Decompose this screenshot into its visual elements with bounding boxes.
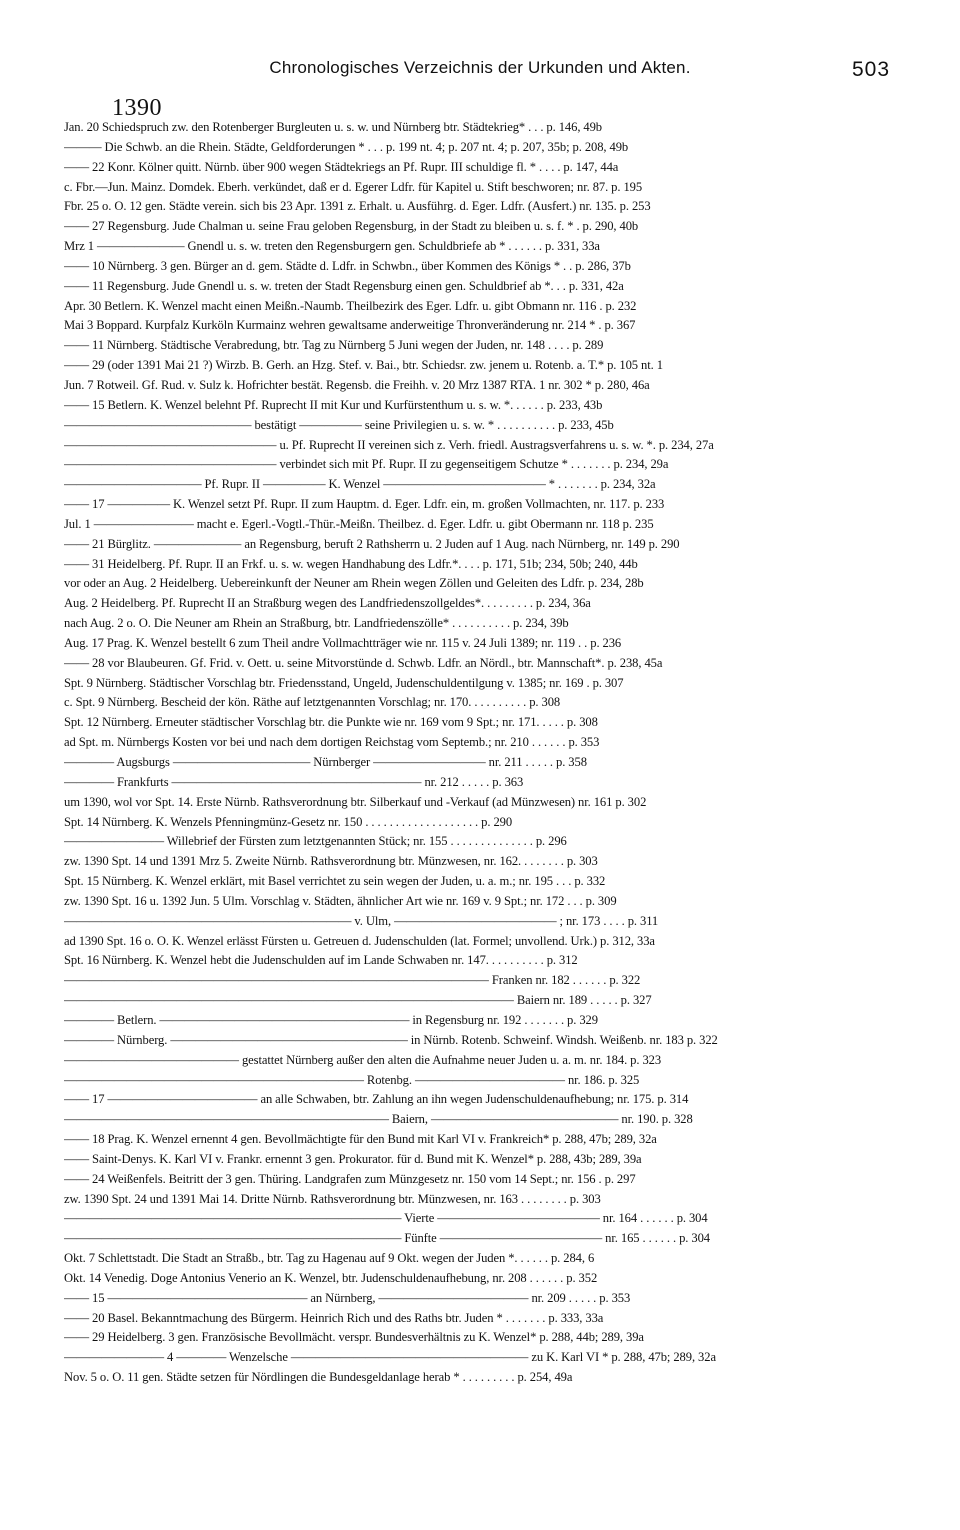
register-entry: ———————— 4 ———— Wenzelsche ——————————————————— zu K. Karl VI * p. 288, 47b; 289, 32a: [64, 1350, 716, 1365]
year-heading: 1390: [112, 95, 162, 121]
register-entry: ———— Augsburgs ——————————— Nürnberger ————————— nr. 211 . . . . . p. 358: [64, 755, 587, 769]
register-entry: —— 28 vor Blaubeuren. Gf. Frid. v. Oett. u. seine Mitvorstünde d. Schwb. Ldfr. an Nördl., btr. Mannschaft*. p. 238, 45a: [64, 655, 663, 670]
register-entry: zw. 1390 Spt. 24 und 1391 Mai 14. Dritte Nürnb. Rathsverordnung btr. Münzwesen, nr. 163 . . . . . . . . p. 303: [64, 1191, 601, 1206]
register-entry: ——— Die Schwb. an die Rhein. Städte, Geldforderungen * . . . p. 199 nt. 4; p. 207 nt. 4; p. 207, 35b; p. 208, 49b: [64, 139, 629, 154]
register-entry: ——————————————————————————— Vierte ————————————— nr. 164 . . . . . . p. 304: [64, 1211, 708, 1226]
register-entry: ———— Nürnberg. ——————————————————— in Nürnb. Rotenb. Schweinf. Windsh. Weißenb. nr. 183 p. 322: [64, 1032, 718, 1047]
running-title: Chronologisches Verzeichnis der Urkunden und Akten.: [269, 58, 691, 77]
register-entry: c. Fbr.—Jun. Mainz. Domdek. Eberh. verkündet, daß er d. Egerer Ldfr. für Kapitel u. Stift beschworen; nr. 87. p. 195: [64, 179, 643, 194]
register-entry: ——————————————————————————— Fünfte ————————————— nr. 165 . . . . . . p. 304: [64, 1231, 710, 1246]
register-entry: Spt. 14 Nürnberg. K. Wenzels Pfenningmünz-Gesetz nr. 150 . . . . . . . . . . . . . . . . . . . p. 290: [64, 814, 513, 829]
register-entry: —— 15 ———————————————— an Nürnberg, ———————————— nr. 209 . . . . . p. 353: [64, 1290, 631, 1305]
register-entry: —————————————— gestattet Nürnberg außer den alten die Aufnahme neuer Juden u. a. m. nr. 184. p. 323: [64, 1052, 662, 1067]
register-entry: ————————————————— verbindet sich mit Pf. Rupr. II zu gegenseitigem Schutze * . . . . . . . p. 234, 29a: [64, 457, 669, 472]
register-entry: zw. 1390 Spt. 14 und 1391 Mrz 5. Zweite Nürnb. Rathsverordnung btr. Münzwesen, nr. 162. . . . . . . . p. 303: [64, 854, 598, 869]
register-entry: ———— Frankfurts ———————————————————— nr. 212 . . . . . p. 363: [64, 774, 524, 789]
register-entry: Jun. 7 Rotweil. Gf. Rud. v. Sulz k. Hofrichter bestät. Regensb. die Freihh. v. 20 Mrz 1387 RTA. 1 nr. 302 * p. 280, 46a: [64, 377, 650, 392]
register-entry: ad 1390 Spt. 16 o. O. K. Wenzel erlässt Fürsten u. Getreuen d. Judenschulden (lat. Formel; unvollend. Urk.) p. 312, 33a: [64, 933, 655, 948]
register-entry: —— 20 Basel. Bekanntmachung des Bürgerm. Heinrich Rich und des Raths btr. Juden * . . . . . . . p. 333, 33a: [64, 1310, 604, 1325]
register-entry: —— 27 Regensburg. Jude Chalman u. seine Frau geloben Regensburg, in der Stadt zu bleiben u. s. f. * . p. 290, 40b: [64, 219, 639, 234]
page-number: 503: [852, 58, 891, 81]
register-entry: nach Aug. 2 o. O. Die Neuner am Rhein an Straßburg, btr. Landfriedenszölle* . . . . . . . . . . p. 234, 39b: [64, 616, 569, 631]
register-entry: ———————————————————————————————————— Baiern nr. 189 . . . . . p. 327: [64, 993, 652, 1008]
register-entry: Aug. 17 Prag. K. Wenzel bestellt 6 zum Theil andre Vollmachtträger wie nr. 115 v. 24 Juli 1389; nr. 119 . . p. 236: [64, 635, 622, 650]
register-entry: ——————————————————————— v. Ulm, ————————————— ; nr. 173 . . . . p. 311: [64, 913, 659, 928]
register-entry: ———————————————————————— Rotenbg. ———————————— nr. 186. p. 325: [64, 1072, 640, 1087]
register-entry: —— 22 Konr. Kölner quitt. Nürnb. über 900 wegen Städtekriegs an Pf. Rupr. III schuldige fl. * . . . . p. 147, 44a: [64, 159, 619, 174]
register-entry: —— 29 (oder 1391 Mai 21 ?) Wirzb. B. Gerh. an Hzg. Stef. v. Bai., btr. Schiedsr. zw. jenem u. Rotenb. a. T.* p. 105 nt. 1: [64, 358, 663, 373]
register-entry: ———————— Willebrief der Fürsten zum letztgenannten Stück; nr. 155 . . . . . . . . . . . . . . p. 296: [64, 834, 567, 849]
register-entry: Okt. 14 Venedig. Doge Antonius Venerio an K. Wenzel, btr. Judenschuldenaufhebung, nr. 208 . . . . . . p. 352: [64, 1270, 598, 1285]
register-entry: Jul. 1 ———————— macht e. Egerl.-Vogtl.-Thür.-Meißn. Theilbez. d. Eger. Ldfr. u. gibt Obermann nr. 118 p. 235: [64, 516, 654, 531]
register-entry: Spt. 15 Nürnberg. K. Wenzel erklärt, mit Basel verrichtet zu sein wegen der Juden, u. a. m.; nr. 195 . . . p. 332: [64, 874, 606, 889]
register-entry: —— 29 Heidelberg. 3 gen. Französische Bevollmächt. verspr. Bundesverhältnis zu K. Wenzel* p. 288, 44b; 289, 39a: [64, 1330, 644, 1345]
register-entry: —— 17 ————— K. Wenzel setzt Pf. Rupr. II zum Hauptm. d. Eger. Ldfr. ein, m. großen Vollmachten, nr. 117. p. 233: [64, 497, 665, 512]
register-entry: um 1390, wol vor Spt. 14. Erste Nürnb. Rathsverordnung btr. Silberkauf und -Verkauf (ad Münzwesen) nr. 161 p. 302: [64, 794, 647, 809]
register-entry: Mrz 1 ——————— Gnendl u. s. w. treten den Regensburgern gen. Schuldbriefe ab * . . . . . . p. 331, 33a: [64, 239, 600, 254]
register-entry: —— 15 Betlern. K. Wenzel belehnt Pf. Ruprecht II mit Kur und Kurfürstenthum u. s. w. *. . . . . . p. 233, 43b: [64, 397, 603, 412]
register-entry: Fbr. 25 o. O. 12 gen. Städte verein. sich bis 23 Apr. 1391 z. Erhalt. u. Ausführg. d. Eger. Ldfr. (Ausfert.) nr. 135. p. 253: [64, 199, 651, 214]
register-entry: —— 11 Nürnberg. Städtische Verabredung, btr. Tag zu Nürnberg 5 Juni wegen der Juden, nr. 148 . . . . p. 289: [64, 338, 604, 353]
register-entry: zw. 1390 Spt. 16 u. 1392 Jun. 5 Ulm. Vorschlag v. Städten, ähnlicher Art wie nr. 169 v. 9 Spt.; nr. 172 . . . p. 309: [64, 893, 617, 908]
register-entry: —— 31 Heidelberg. Pf. Rupr. II an Frkf. u. s. w. wegen Handhabung des Ldfr.*. . . . p. 171, 51b; 234, 50b; 240, 44b: [64, 556, 638, 571]
register-entry: Aug. 2 Heidelberg. Pf. Ruprecht II an Straßburg wegen des Landfriedenszollgeldes*. . . . . . . . . p. 234, 36a: [64, 596, 591, 611]
register-entry: ——————————————— bestätigt ————— seine Privilegien u. s. w. * . . . . . . . . . . p. 233, 45b: [64, 417, 614, 432]
register-entry: ad Spt. m. Nürnbergs Kosten vor bei und nach dem dortigen Reichstag vom Septemb.; nr. 210 . . . . . . p. 353: [64, 735, 600, 750]
register-entry: ———— Betlern. ———————————————————— in Regensburg nr. 192 . . . . . . . p. 329: [64, 1012, 598, 1027]
register-entry: Spt. 9 Nürnberg. Städtischer Vorschlag btr. Friedensstand, Ungeld, Judenschuldentilgung v. 1385; nr. 169 . p. 307: [64, 675, 624, 690]
register-entry: ——————————— Pf. Rupr. II ————— K. Wenzel ————————————— * . . . . . . . p. 234, 32a: [64, 477, 656, 492]
register-entry: Okt. 7 Schlettstadt. Die Stadt an Straßb., btr. Tag zu Hagenau auf 9 Okt. wegen der Juden *. . . . . . p. 284, 6: [64, 1251, 595, 1266]
register-entry: Apr. 30 Betlern. K. Wenzel macht einen Meißn.-Naumb. Theilbezirk des Eger. Ldfr. u. gibt Obmann nr. 116 . p. 232: [64, 298, 637, 313]
entry-list: [64, 118, 896, 1388]
register-entry: —— Saint-Denys. K. Karl VI v. Frankr. ernennt 3 gen. Prokurator. für d. Bund mit K. Wenzel* p. 288, 43b; 289, 39a: [64, 1151, 642, 1166]
register-entry: —— 17 ———————————— an alle Schwaben, btr. Zahlung an ihn wegen Judenschuldenaufhebung; nr. 175. p. 314: [64, 1092, 689, 1107]
register-entry: ————————————————— u. Pf. Ruprecht II vereinen sich z. Verh. friedl. Austragsverfahrens u. s. w. *. p. 234, 27a: [64, 437, 714, 452]
register-entry: —— 10 Nürnberg. 3 gen. Bürger an d. gem. Städte d. Ldfr. in Schwbn., über Kommen des Königs * . . p. 286, 37b: [64, 258, 631, 273]
register-entry: —— 18 Prag. K. Wenzel ernennt 4 gen. Bevollmächtigte für den Bund mit Karl VI v. Frankreich* p. 288, 47b; 289, 32a: [64, 1132, 657, 1147]
register-entry: Spt. 12 Nürnberg. Erneuter städtischer Vorschlag btr. die Punkte wie nr. 169 vom 9 Spt.; nr. 171. . . . . p. 308: [64, 715, 598, 730]
register-entry: c. Spt. 9 Nürnberg. Bescheid der kön. Räthe auf letztgenannten Vorschlag; nr. 170. . . . . . . . . . p. 308: [64, 695, 561, 710]
register-entry: —— 24 Weißenfels. Beitritt der 3 gen. Thüring. Landgrafen zum Münzgesetz nr. 150 vom 14 Sept.; nr. 156 . p. 297: [64, 1171, 636, 1186]
register-entry: Mai 3 Boppard. Kurpfalz Kurköln Kurmainz wehren gewaltsame anderweitige Thronveränderung nr. 214 * . p. 367: [64, 318, 636, 333]
register-entry: Jan. 20 Schiedspruch zw. den Rotenberger Burgleuten u. s. w. und Nürnberg btr. Städtekrieg* . . . p. 146, 49b: [64, 120, 603, 134]
register-entry: —————————————————————————— Baiern, ——————————————— nr. 190. p. 328: [64, 1112, 693, 1127]
register-entry: —————————————————————————————————— Franken nr. 182 . . . . . . p. 322: [64, 973, 641, 988]
register-entry: Spt. 16 Nürnberg. K. Wenzel hebt die Judenschulden auf im Lande Schwaben nr. 147. . . . . . . . . . p. 312: [64, 953, 578, 968]
register-entry: Nov. 5 o. O. 11 gen. Städte setzen für Nördlingen die Bundesgeldanlage herab * . . . . . . . . . p. 254, 49a: [64, 1370, 573, 1385]
register-entry: vor oder an Aug. 2 Heidelberg. Uebereinkunft der Neuner am Rhein wegen Zöllen und Geleiten des Ldfr. p. 234, 28b: [64, 576, 644, 591]
register-entry: —— 11 Regensburg. Jude Gnendl u. s. w. treten der Stadt Regensburg einen gen. Schuldbrief ab *. . . p. 331, 42a: [64, 278, 624, 293]
register-entry: —— 21 Bürglitz. ——————— an Regensburg, beruft 2 Rathsherrn u. 2 Juden auf 1 Aug. nach Nürnberg, nr. 149 p. 290: [64, 536, 680, 551]
